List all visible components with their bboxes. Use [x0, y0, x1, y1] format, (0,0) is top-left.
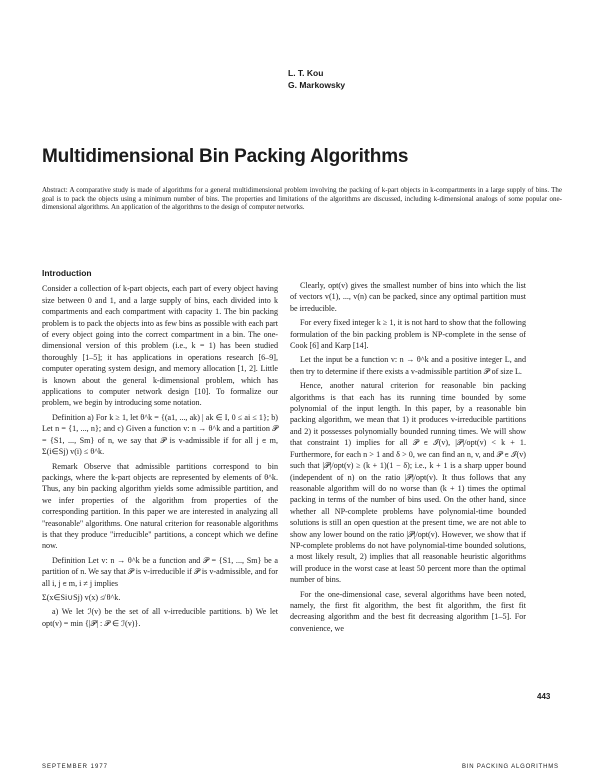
right-column [290, 280, 526, 637]
section-heading: Introduction [42, 268, 92, 278]
left-column [42, 268, 278, 632]
page-number: 443 [537, 692, 551, 701]
author-name: G. Markowsky [288, 80, 346, 90]
paragraph: Let the input be a function v: n → θ^k and a positive integer L, and then try to determine if there exists a v-admissible partition 𝒫 of size L. [290, 355, 526, 376]
paragraph: Clearly, opt(v) gives the smallest number of bins into which the list of vectors v(1), ..., v(n) can be packed, since any optimal partition must be irreducible. [290, 281, 526, 313]
footer-running-title: BIN PACKING ALGORITHMS [462, 764, 559, 770]
paper-title: Multidimensional Bin Packing Algorithms [42, 146, 409, 167]
paragraph: Consider a collection of k-part objects, each part of every object having size between 0 and 1, and a large supply of bins, each divided into k compartments and each compartment with capacity 1. The bin packing problem is to pack the objects into as few bins as possible with each part of every object going into the correct compartment in a bin. The one-dimensional version of this problem (i.e., k = 1) has been studied thoroughly [1–5]; it has applications in operations research [6–9], computer operating system design, and memory allocation [1, 2]. Little is known about the general k-dimensional problem, which has applications to computer network design [10]. To formalize our problem, we begin by introducing some notation. [42, 284, 278, 408]
abstract: Abstract: A comparative study is made of algorithms for a general multidimensional problem involving the packing of k-part objects in k-compartments in a large supply of bins. The goal is to pack the objects using a minimum number of bins. The properties and limitations of the algorithms are discussed, including k-dimensional analogs of some popular one-dimensional algorithms. An application of the algorithms to the design of computer networks. [42, 186, 562, 212]
definition-paragraph: Definition a) For k ≥ 1, let θ^k = {(a1, ..., ak) | ak ∈ I, 0 ≤ ai ≤ 1}; b) Let n = {1, ..., n}; and c) Given a function v: n → θ^k and a partition 𝒫 = {S1, ..., Sm} of n, we say that 𝒫 is v-admissible if for all j ∈ m, Σ(i∈Sj) v(i) ≤ θ^k. [42, 412, 278, 457]
paragraph: For every fixed integer k ≥ 1, it is not hard to show that the following formulation of the bin packing problem is NP-complete in the sense of Cook [6] and Karp [14]. [290, 318, 526, 351]
author-name: L. T. Kou [288, 68, 324, 78]
paragraph: For the one-dimensional case, several algorithms have been noted, namely, the first fit algorithm, the best fit algorithm, the first fit decreasing algorithm and the best fit decreasing algorithm [1–5]. For convenience, we [290, 589, 526, 633]
math-expression: Σ(x∈Si∪Sj) v(x) ≰ θ^k. [42, 592, 121, 602]
paragraph: Hence, another natural criterion for reasonable bin packing algorithms is that each has its running time bounded by some polynomial of the input length. In this paper, by a reasonable bin packing algorithm, we mean that 1) it produces v-irreducible partitions and 2) it possesses polynomially bounded running times. We will show that constraint 1) implies for all 𝒫 ∈ ℐ(v), |𝒫|/opt(v) < k + 1. Furthermore, for each n > 1 and δ > 0, we can find an n, v, and 𝒫 ∈ ℐ(v) such that |𝒫|/opt(v) ≥ (k + 1)(1 − δ); i.e., k + 1 is a sharp upper bound (independent of n) on the ratio |𝒫|/opt(v). It thus follows that any reasonable algorithm will do no worse than (k + 1) times the optimal packing in terms of the number of bins used. On the other hand, since whether all NP-complete problems have polynomial-time bounded solutions is still an open question at the present time, we are not able to show any lower bound on the ratio |𝒫|/opt(v). However, we show that if NP-complete problems do not have polynomial-time bounded solutions, a most likely result, 2) implies that all reasonable heuristic algorithms will produce in the worst case at least 50 percent more than the optimal number of bins. [290, 381, 526, 585]
remark-paragraph: Remark Observe that admissible partitions correspond to bin packings, where the k-part objects are represented by elements of θ^k. Thus, any bin packing algorithm yields some admissible partition, and we infer properties of the algorithm from properties of the corresponding partition. In this paper we are interested in analyzing all "reasonable" algorithms. One natural criterion for reasonable algorithms is that they produce "irreducible" partitions, a concept which we define now. [42, 461, 278, 551]
definition-paragraph: Definition Let v: n → θ^k be a function and 𝒫 = {S1, ..., Sm} be a partition of n. We say that 𝒫 is v-irreducible if 𝒫 is v-admissible, and for all i, j ∈ m, i ≠ j implies [42, 555, 278, 588]
paragraph: a) We let ℐ(v) be the set of all v-irreducible partitions. b) We let opt(v) = min {|𝒫| : 𝒫 ∈ ℐ(v)}. [42, 607, 278, 628]
footer-date: SEPTEMBER 1977 [42, 764, 109, 770]
author-block [288, 67, 345, 91]
